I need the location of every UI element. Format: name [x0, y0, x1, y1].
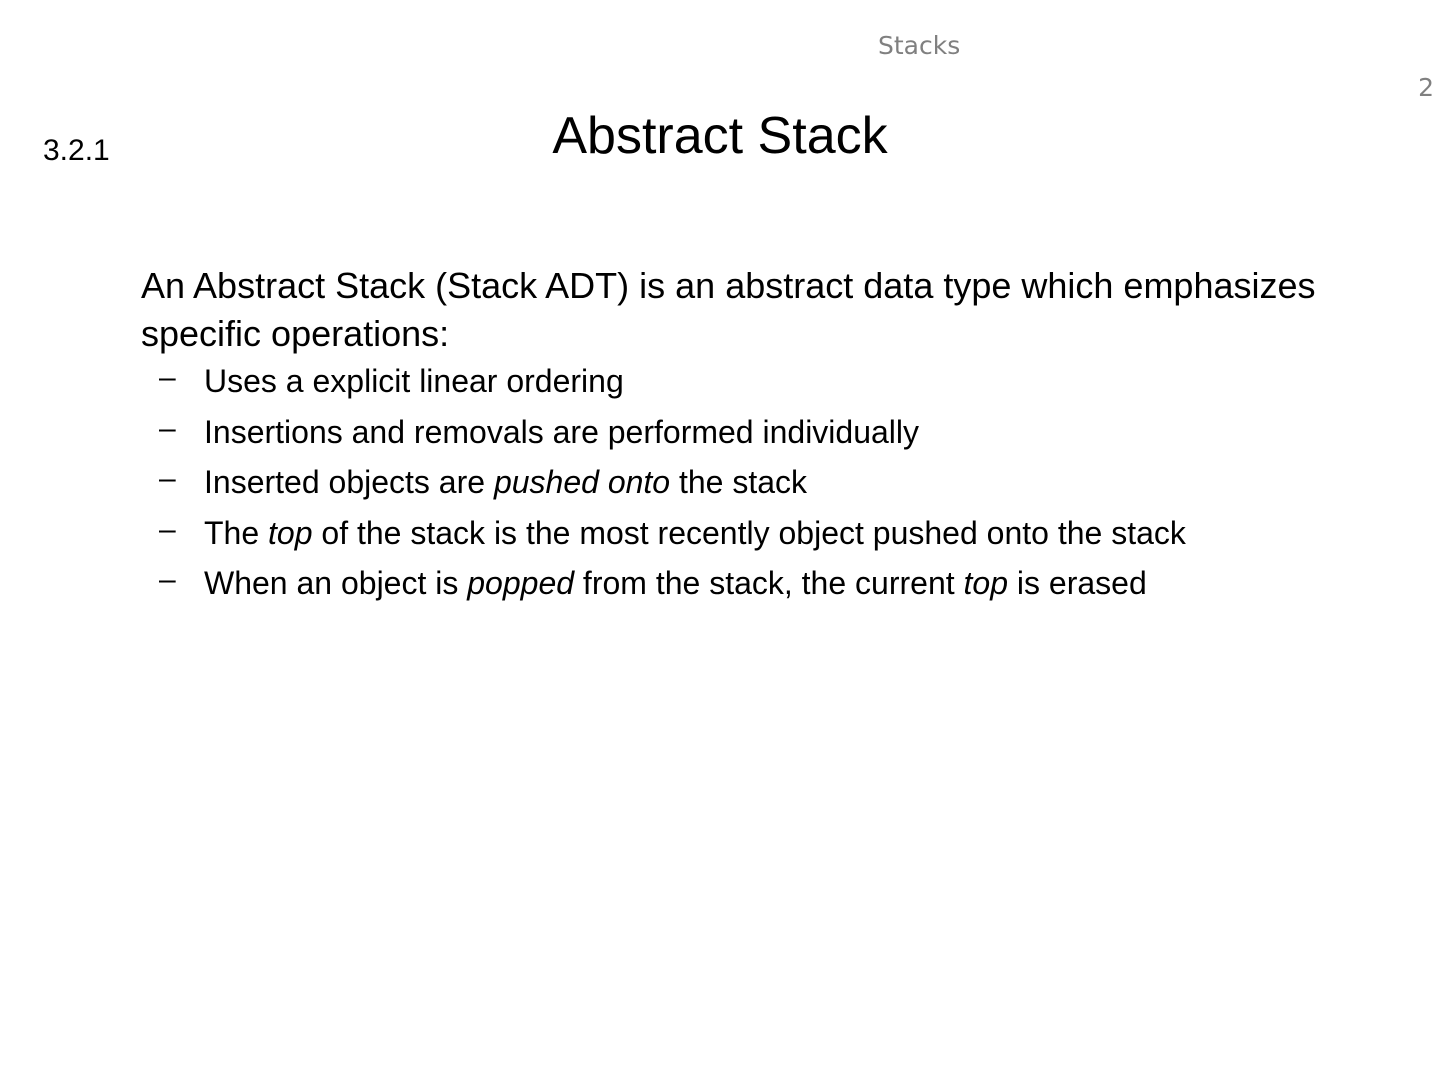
- dash-marker: –: [159, 563, 176, 596]
- bullet-item: [141, 362, 1401, 400]
- bullet-text: Insertions and removals are performed individually: [204, 413, 920, 450]
- bullet-emphasis: top: [268, 514, 313, 551]
- dash-marker: –: [159, 512, 176, 546]
- bullet-emphasis: pushed onto: [493, 464, 671, 500]
- bullet-list: [141, 362, 1401, 615]
- bullet-item: [141, 413, 1401, 451]
- bullet-emphasis: popped: [467, 565, 575, 601]
- bullet-text: Uses a explicit linear ordering: [204, 363, 624, 399]
- bullet-emphasis: top: [963, 565, 1008, 601]
- intro-paragraph: An Abstract Stack (Stack ADT) is an abstract data type which emphasizes specific operations:: [141, 265, 1316, 354]
- bullet-text-end: the stack: [670, 464, 808, 500]
- header-topic: Stacks: [878, 31, 961, 60]
- bullet-item: [141, 463, 1401, 501]
- page-number: 2: [1418, 73, 1434, 102]
- bullet-text-start: The: [204, 514, 269, 551]
- bullet-text-middle: from the stack, the current: [574, 565, 964, 601]
- bullet-item: [141, 564, 1401, 602]
- section-number: 3.2.1: [43, 134, 110, 167]
- bullet-text-start: Inserted objects are: [204, 464, 494, 500]
- bullet-item: [141, 514, 1401, 552]
- dash-marker: –: [159, 411, 176, 445]
- bullet-text-start: When an object is: [204, 565, 468, 601]
- dash-marker: –: [159, 462, 176, 495]
- dash-marker: –: [159, 361, 176, 394]
- bullet-text-end: is erased: [1008, 565, 1147, 601]
- slide-title: Abstract Stack: [552, 107, 888, 165]
- bullet-text-end: of the stack is the most recently object pushed onto the stack: [312, 514, 1186, 551]
